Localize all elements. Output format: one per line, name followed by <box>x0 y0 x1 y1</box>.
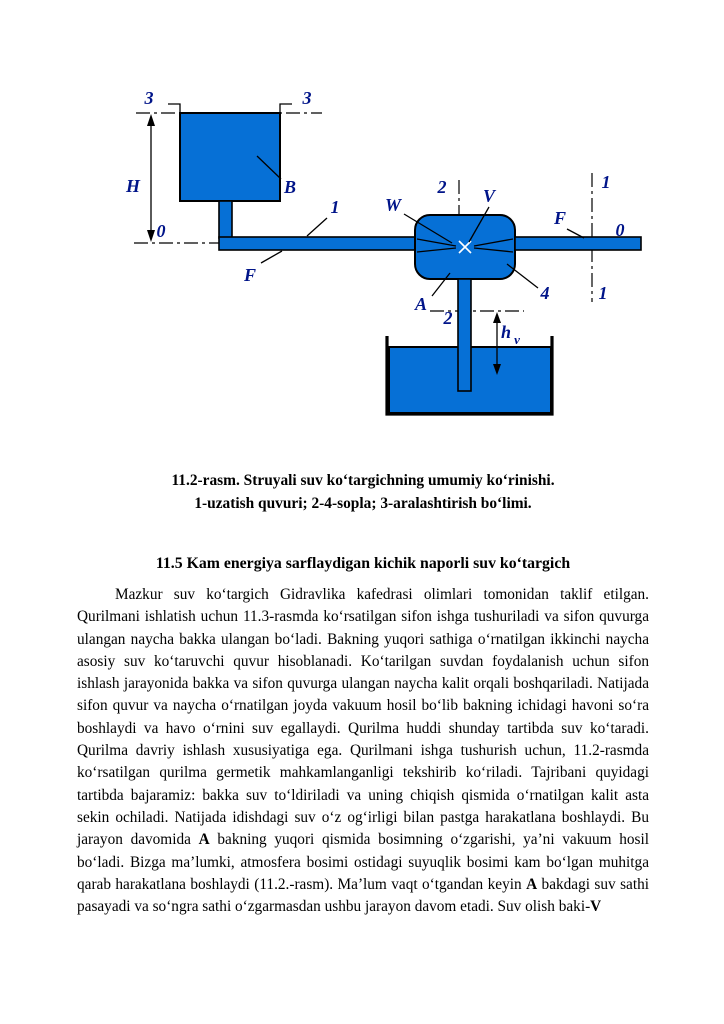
label-F-left: F <box>243 265 257 285</box>
leader-F-left <box>261 251 282 263</box>
hv-dimension-arrow <box>493 312 501 375</box>
label-V: V <box>482 186 496 206</box>
suction-pipe <box>458 279 471 391</box>
label-h: h <box>500 322 512 342</box>
figure-caption-line2: 1-uzatish quvuri; 2-4-sopla; 3-aralashtirish bo‘limi. <box>194 495 532 512</box>
delivery-pipe <box>219 237 417 250</box>
label-0-right: 0 <box>615 220 625 240</box>
label-H: H <box>125 176 141 196</box>
leader-4 <box>507 264 538 288</box>
body-bold-A-2: A <box>526 875 538 893</box>
H-arrow-head-up <box>147 114 155 126</box>
label-3-right: 3 <box>302 88 312 108</box>
label-W: W <box>384 195 402 215</box>
hydraulic-diagram <box>0 0 724 452</box>
figure-caption <box>77 469 649 515</box>
label-4: 4 <box>540 283 550 303</box>
label-B: B <box>283 177 297 197</box>
body-segment-1: Mazkur suv ko‘targich Gidravlika kafedrasi olimlari tomonidan taklif etilgan. Qurilmani ishlatish uchun 11.3-rasmda ko‘rsatilgan sifon ishga tushuriladi va sifon quvurga ulangan naycha bakka ulangan bo‘ladi. Bakning yuqori sathiga o‘rnatilgan ikkinchi naycha asosiy suv ko‘taruvchi quvur hisoblanadi. Ko‘tarilgan suvdan foydalanish uchun sifon ishlash jarayonida bakka va sifon quvurga ulangan naycha kalit orqali boshqariladi. Natijada sifon quvur va naycha o‘rnatilgan joyda vakuum hosil bo‘lib bakning ichidagi havoni so‘ra boshlaydi va havo o‘rnini suv egallaydi. Qurilma huddi shunday tartibda suv ko‘taradi. Qurilma davriy ishlash xususiyatiga ega. Qurilmani ishga tushurish uchun, 11.2-rasmda ko‘rsatilgan qurilma germetik mahkamlanganligi tekshirib ko‘riladi. Tajribani quyidagi tartibda bajaramiz: bakka suv to‘ldiriladi va uning chiqish qismida o‘rnatilgan kalit asta sekin ochiladi. Natijada idishdagi suv o‘z og‘irligi bilan pastga harakatlana boshlaydi. Bu jarayon davomida <box>77 586 649 849</box>
label-2-bottom: 2 <box>443 308 453 328</box>
label-3-left: 3 <box>144 88 154 108</box>
label-1-pipe: 1 <box>330 197 340 217</box>
label-0-left: 0 <box>156 221 166 241</box>
label-A: A <box>414 294 428 314</box>
body-paragraph <box>77 584 649 918</box>
upper-tank <box>180 113 280 201</box>
label-F-right: F <box>553 208 567 228</box>
H-dimension-arrow <box>147 114 155 242</box>
body-bold-V: V <box>590 898 602 916</box>
body-segment-3: bakdagi suv sathi pasayadi va so‘ngra sathi o‘zgarmasdan ushbu jarayon davom etadi. Suv olish baki- <box>77 875 649 916</box>
leader-1 <box>307 218 327 236</box>
label-1-bottom: 1 <box>598 283 608 303</box>
body-bold-A-1: A <box>198 831 210 849</box>
figure-caption-line1: 11.2-rasm. Struyali suv ko‘targichning umumiy ko‘rinishi. <box>171 472 555 489</box>
body-segment-2: bakning yuqori qismida bosimning o‘zgarishi, ya’ni vakuum hosil bo‘ladi. Bizga ma’lumki, atmosfera bosimi ostidagi suyuqlik bosimi kam bo‘lgan muhitga qarab harakatlana boshlaydi (11.2.-rasm). Ma’lum vaqt o‘tgandan keyin <box>77 831 650 893</box>
tank-rim-marks <box>168 104 292 113</box>
tank-outlet-pipe <box>219 201 232 238</box>
label-1-top: 1 <box>601 172 611 192</box>
label-h-subscript: v <box>514 332 520 347</box>
hv-arrow-head-up <box>493 312 501 323</box>
section-heading: 11.5 Kam energiya sarflaydigan kichik naporli suv ko‘targich <box>155 555 571 572</box>
H-arrow-head-down <box>147 230 155 242</box>
label-2-top: 2 <box>437 177 447 197</box>
figure-11-2 <box>0 0 724 452</box>
